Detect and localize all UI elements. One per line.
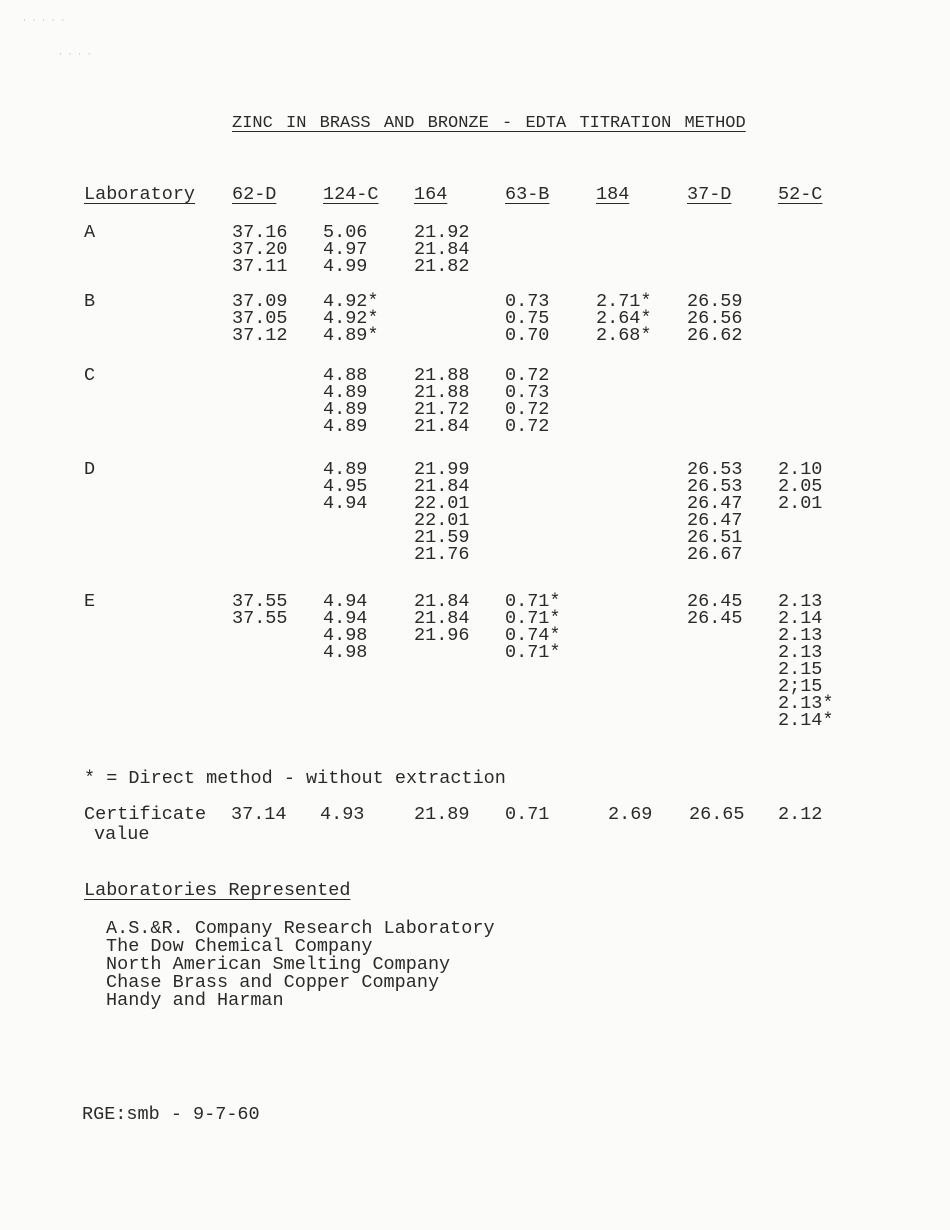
result-value: 37.11 <box>232 256 288 277</box>
result-value: 37.55 <box>232 608 288 629</box>
header-sample <box>232 186 323 224</box>
result-value: 0.73 <box>505 382 550 403</box>
result-value: 2.64* <box>596 308 652 329</box>
result-value: 26.53 <box>687 476 743 497</box>
result-value: 4.98 <box>323 625 368 646</box>
result-value: 26.53 <box>687 459 743 480</box>
table-header-row <box>84 186 858 224</box>
laboratory-id: C <box>84 365 96 386</box>
header-label: 52-C <box>778 184 823 205</box>
result-value: 21.84 <box>414 591 470 612</box>
lab-name: Handy and Harman <box>106 990 284 1011</box>
certificate-value: 26.65 <box>689 804 745 825</box>
result-cell <box>778 461 858 593</box>
result-value: 2.05 <box>778 476 823 497</box>
certificate-value: 4.93 <box>320 804 365 825</box>
result-value: 26.59 <box>687 291 743 312</box>
header-label: 37-D <box>687 184 732 205</box>
result-value: 4.92* <box>323 291 379 312</box>
result-cell <box>232 293 323 367</box>
result-value: 0.71* <box>505 591 561 612</box>
result-value: 21.92 <box>414 222 470 243</box>
result-value: 2;15 <box>778 676 823 697</box>
result-value: 26.45 <box>687 608 743 629</box>
result-cell <box>687 224 778 293</box>
table-row <box>84 367 858 461</box>
header-sample <box>687 186 778 224</box>
certificate-value: 37.14 <box>231 804 287 825</box>
result-cell <box>778 293 858 367</box>
result-value: 2.71* <box>596 291 652 312</box>
header-sample <box>414 186 505 224</box>
result-value: 2.14 <box>778 608 823 629</box>
lab-name: A.S.&R. Company Research Laboratory <box>106 918 495 939</box>
laboratory-id: A <box>84 222 96 243</box>
result-value: 21.84 <box>414 476 470 497</box>
result-cell <box>414 293 505 367</box>
result-value: 21.88 <box>414 365 470 386</box>
result-value: 26.62 <box>687 325 743 346</box>
result-value: 0.71* <box>505 608 561 629</box>
result-value: 4.94 <box>323 493 368 514</box>
result-value: 21.84 <box>414 239 470 260</box>
result-cell <box>596 593 687 761</box>
result-value: 26.56 <box>687 308 743 329</box>
document-title: ZINC IN BRASS AND BRONZE - EDTA TITRATION METHOD <box>232 114 746 133</box>
labs-list <box>106 920 495 1010</box>
result-value: 2.13 <box>778 625 823 646</box>
result-value: 5.06 <box>323 222 368 243</box>
result-value: 0.71* <box>505 642 561 663</box>
results-table <box>84 186 858 761</box>
result-cell <box>414 593 505 761</box>
result-value: 2.13 <box>778 591 823 612</box>
result-value: 0.70 <box>505 325 550 346</box>
result-cell <box>596 461 687 593</box>
table-row <box>84 593 858 761</box>
result-value: 0.74* <box>505 625 561 646</box>
certificate-value: 0.71 <box>505 804 550 825</box>
result-value: 37.12 <box>232 325 288 346</box>
result-value: 21.84 <box>414 608 470 629</box>
lab-name: Chase Brass and Copper Company <box>106 972 440 993</box>
result-value: 22.01 <box>414 493 470 514</box>
result-cell <box>687 593 778 761</box>
result-value: 26.45 <box>687 591 743 612</box>
result-cell <box>505 367 596 461</box>
laboratory-id: D <box>84 459 96 480</box>
result-value: 4.94 <box>323 591 368 612</box>
table-row <box>84 293 858 367</box>
result-cell <box>323 293 414 367</box>
header-label: Laboratory <box>84 184 196 205</box>
header-sample <box>505 186 596 224</box>
result-value: 2.13* <box>778 693 834 714</box>
margin-mark: · · · · · <box>22 16 66 25</box>
certificate-value: 2.12 <box>778 804 823 825</box>
result-value: 0.72 <box>505 365 550 386</box>
certificate-label-2: value <box>94 824 150 845</box>
result-value: 0.73 <box>505 291 550 312</box>
lab-name: North American Smelting Company <box>106 954 451 975</box>
result-value: 37.20 <box>232 239 288 260</box>
result-value: 4.89* <box>323 325 379 346</box>
labs-heading: Laboratories Represented <box>84 880 351 901</box>
result-cell <box>596 293 687 367</box>
result-value: 4.92* <box>323 308 379 329</box>
result-value: 21.99 <box>414 459 470 480</box>
result-cell <box>323 367 414 461</box>
result-value: 2.10 <box>778 459 823 480</box>
result-cell <box>505 593 596 761</box>
result-value: 21.82 <box>414 256 470 277</box>
result-value: 37.55 <box>232 591 288 612</box>
header-label: 184 <box>596 184 630 205</box>
result-value: 21.84 <box>414 416 470 437</box>
lab-name: The Dow Chemical Company <box>106 936 373 957</box>
result-cell <box>323 224 414 293</box>
header-label: 63-B <box>505 184 550 205</box>
result-value: 4.99 <box>323 256 368 277</box>
result-value: 26.67 <box>687 544 743 565</box>
result-cell <box>596 224 687 293</box>
result-value: 26.47 <box>687 510 743 531</box>
result-value: 2.15 <box>778 659 823 680</box>
result-cell <box>505 461 596 593</box>
result-value: 4.95 <box>323 476 368 497</box>
result-cell <box>687 293 778 367</box>
result-cell <box>778 593 858 761</box>
result-value: 21.76 <box>414 544 470 565</box>
table-row <box>84 224 858 293</box>
result-value: 4.98 <box>323 642 368 663</box>
result-cell <box>232 461 323 593</box>
certificate-value: 21.89 <box>414 804 470 825</box>
result-value: 2.13 <box>778 642 823 663</box>
margin-mark: · · · · <box>58 50 92 59</box>
result-value: 0.72 <box>505 416 550 437</box>
result-value: 4.89 <box>323 382 368 403</box>
result-cell <box>596 367 687 461</box>
result-value: 0.75 <box>505 308 550 329</box>
footer-initials-date: RGE:smb - 9-7-60 <box>82 1104 260 1125</box>
result-value: 4.88 <box>323 365 368 386</box>
header-label: 62-D <box>232 184 277 205</box>
result-value: 0.72 <box>505 399 550 420</box>
table-row <box>84 461 858 593</box>
footnote: * = Direct method - without extraction <box>84 768 506 789</box>
result-value: 2.14* <box>778 710 834 731</box>
header-laboratory <box>84 186 232 224</box>
certificate-label: Certificate <box>84 804 207 825</box>
result-cell <box>778 224 858 293</box>
result-cell <box>232 224 323 293</box>
result-cell <box>414 224 505 293</box>
result-value: 4.94 <box>323 608 368 629</box>
result-value: 37.05 <box>232 308 288 329</box>
result-value: 26.51 <box>687 527 743 548</box>
result-value: 2.01 <box>778 493 823 514</box>
result-cell <box>778 367 858 461</box>
result-value: 2.68* <box>596 325 652 346</box>
result-cell <box>323 593 414 761</box>
result-value: 21.59 <box>414 527 470 548</box>
header-label: 164 <box>414 184 448 205</box>
header-sample <box>778 186 858 224</box>
result-value: 37.16 <box>232 222 288 243</box>
result-cell <box>505 293 596 367</box>
result-cell <box>505 224 596 293</box>
result-value: 4.97 <box>323 239 368 260</box>
result-value: 4.89 <box>323 416 368 437</box>
result-value: 21.72 <box>414 399 470 420</box>
result-value: 26.47 <box>687 493 743 514</box>
result-value: 21.96 <box>414 625 470 646</box>
header-label: 124-C <box>323 184 379 205</box>
result-cell <box>414 461 505 593</box>
result-cell <box>232 367 323 461</box>
result-cell <box>414 367 505 461</box>
result-cell <box>687 461 778 593</box>
result-cell <box>232 593 323 761</box>
laboratory-id: E <box>84 591 96 612</box>
result-value: 37.09 <box>232 291 288 312</box>
certificate-value: 2.69 <box>608 804 653 825</box>
result-value: 4.89 <box>323 459 368 480</box>
result-cell <box>687 367 778 461</box>
result-value: 4.89 <box>323 399 368 420</box>
laboratory-id: B <box>84 291 96 312</box>
header-sample <box>596 186 687 224</box>
result-value: 22.01 <box>414 510 470 531</box>
result-cell <box>323 461 414 593</box>
header-sample <box>323 186 414 224</box>
result-value: 21.88 <box>414 382 470 403</box>
